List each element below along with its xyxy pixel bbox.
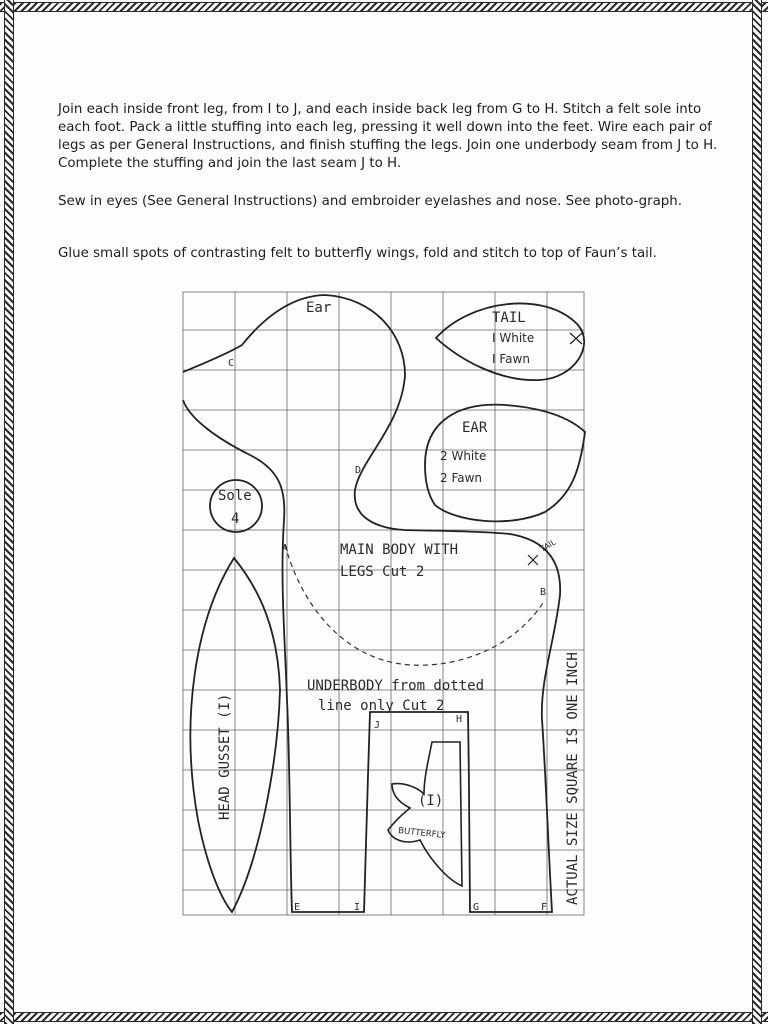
butterfly-count: (I) (418, 793, 444, 809)
main-body-outline (183, 295, 560, 912)
letter-e: E (294, 902, 301, 913)
letter-i: I (354, 902, 361, 913)
head-gusset-label: HEAD GUSSET (I) (217, 693, 233, 820)
letter-a: A (282, 543, 289, 554)
ear-piece-outline (425, 405, 585, 522)
ear-line-1: 2 White (440, 449, 487, 463)
letter-h: H (456, 714, 463, 725)
scale-note: ACTUAL SIZE SQUARE IS ONE INCH (565, 652, 581, 905)
instruction-paragraph-3: Glue small spots of contrasting felt to butterfly wings, fold and stitch to top of Faun’s tail. (58, 246, 657, 261)
inch-grid (183, 292, 584, 915)
instruction-paragraph-1: Join each inside front leg, from I to J, and each inside back leg from G to H. Stitch a felt sole into each foot. Pack a little stuffing into each leg, pressing it well down into the feet. Wire each pair of legs as per General Instructions, and finish stuffing the legs. Join one underbody seam from J to H. Complete the stuffing and join the last seam J to H. (58, 102, 718, 171)
main-body-label-1: MAIN BODY WITH (340, 542, 459, 558)
ear-title: EAR (462, 420, 488, 436)
tail-title: TAIL (492, 310, 526, 326)
letter-f: F (541, 902, 548, 913)
butterfly-outline (388, 742, 462, 886)
letter-b: B (540, 587, 547, 598)
underbody-label-1: UNDERBODY from dotted (307, 678, 485, 694)
ear-top-label: Ear (306, 300, 332, 316)
tail-line-1: I White (492, 331, 535, 345)
ear-line-2: 2 Fawn (440, 471, 483, 485)
letter-g: G (473, 902, 480, 913)
sole-count: 4 (231, 511, 240, 527)
sole-title: Sole (218, 488, 252, 504)
letter-d: D (355, 465, 362, 476)
tail-line-2: I Fawn (492, 352, 530, 366)
letter-j: J (374, 720, 381, 731)
main-body-label-2: LEGS Cut 2 (340, 564, 425, 580)
butterfly-label: BUTTERFLY (397, 826, 446, 841)
underbody-label-2: line only Cut 2 (318, 698, 445, 714)
letter-c: C (228, 358, 235, 369)
instruction-paragraph-2: Sew in eyes (See General Instructions) and embroider eyelashes and nose. See photo-graph. (58, 194, 683, 209)
tail-attach-mark: TAIL (538, 537, 558, 554)
